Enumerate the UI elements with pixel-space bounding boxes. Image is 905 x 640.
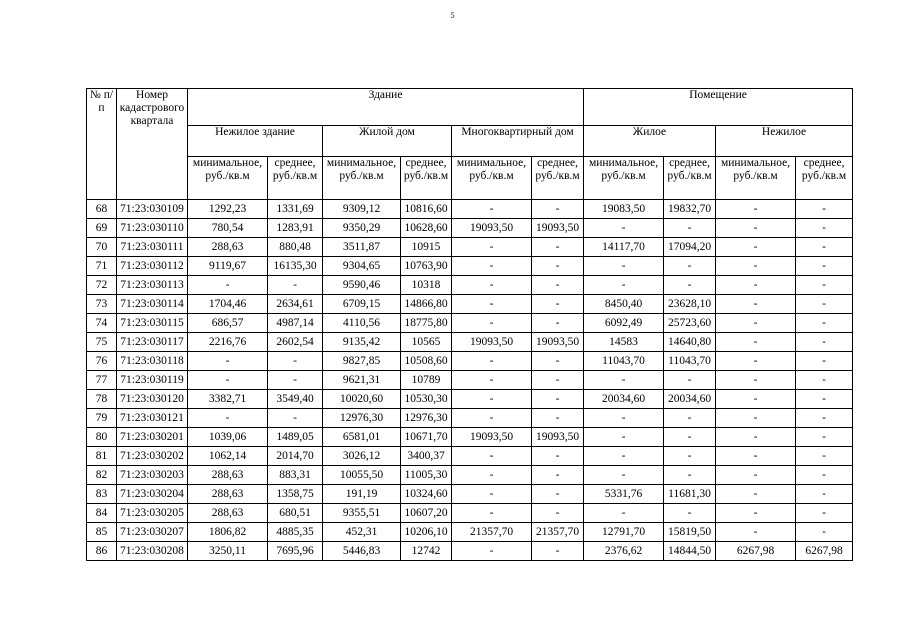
value-cell: - (796, 466, 853, 485)
value-cell: 12976,30 (323, 409, 401, 428)
value-cell: - (584, 447, 664, 466)
row-number: 77 (87, 371, 117, 390)
value-cell: - (796, 257, 853, 276)
value-cell: - (796, 523, 853, 542)
value-cell: 9827,85 (323, 352, 401, 371)
value-cell: 1331,69 (268, 200, 323, 219)
value-cell: - (716, 295, 796, 314)
value-cell: - (268, 276, 323, 295)
value-cell: 19093,50 (532, 219, 584, 238)
value-cell: 23628,10 (664, 295, 716, 314)
value-cell: 3511,87 (323, 238, 401, 257)
value-cell: - (796, 276, 853, 295)
value-cell: 191,19 (323, 485, 401, 504)
value-cell: 10671,70 (401, 428, 452, 447)
cadastral-quarter: 71:23:030120 (117, 390, 188, 409)
value-cell: 3026,12 (323, 447, 401, 466)
row-number: 85 (87, 523, 117, 542)
value-cell: - (796, 200, 853, 219)
value-cell: - (796, 352, 853, 371)
header-nonresidential-building: Нежилое здание (188, 126, 323, 157)
value-cell: 6092,49 (584, 314, 664, 333)
cadastral-quarter: 71:23:030201 (117, 428, 188, 447)
value-cell: - (796, 428, 853, 447)
value-cell: - (452, 238, 532, 257)
value-cell: - (796, 295, 853, 314)
header-avg: среднее, руб./кв.м (268, 157, 323, 200)
value-cell: 14866,80 (401, 295, 452, 314)
value-cell: - (188, 352, 268, 371)
value-cell: 14583 (584, 333, 664, 352)
value-cell: - (532, 200, 584, 219)
cadastral-quarter: 71:23:030117 (117, 333, 188, 352)
value-cell: - (584, 276, 664, 295)
value-cell: 288,63 (188, 238, 268, 257)
cadastral-value-table (86, 88, 853, 561)
value-cell: 15819,50 (664, 523, 716, 542)
value-cell: 3549,40 (268, 390, 323, 409)
row-number: 82 (87, 466, 117, 485)
row-number: 71 (87, 257, 117, 276)
value-cell: 19093,50 (452, 333, 532, 352)
header-avg: среднее, руб./кв.м (664, 157, 716, 200)
value-cell: 3382,71 (188, 390, 268, 409)
table-row (87, 257, 853, 276)
value-cell: - (584, 371, 664, 390)
value-cell: - (716, 428, 796, 447)
value-cell: 9590,46 (323, 276, 401, 295)
row-number: 75 (87, 333, 117, 352)
value-cell: 20034,60 (584, 390, 664, 409)
value-cell: 17094,20 (664, 238, 716, 257)
value-cell: 288,63 (188, 504, 268, 523)
header-min: минимальное, руб./кв.м (323, 157, 401, 200)
value-cell: 7695,96 (268, 542, 323, 561)
value-cell: 880,48 (268, 238, 323, 257)
value-cell: - (796, 314, 853, 333)
value-cell: - (452, 200, 532, 219)
header-min: минимальное, руб./кв.м (716, 157, 796, 200)
row-number: 84 (87, 504, 117, 523)
value-cell: 2602,54 (268, 333, 323, 352)
value-cell: - (532, 371, 584, 390)
value-cell: 1062,14 (188, 447, 268, 466)
value-cell: - (796, 504, 853, 523)
cadastral-quarter: 71:23:030112 (117, 257, 188, 276)
value-cell: - (796, 485, 853, 504)
value-cell: 10789 (401, 371, 452, 390)
value-cell: - (452, 371, 532, 390)
value-cell: - (532, 504, 584, 523)
table-row (87, 200, 853, 219)
value-cell: 6267,98 (796, 542, 853, 561)
value-cell: 4885,35 (268, 523, 323, 542)
value-cell: 4110,56 (323, 314, 401, 333)
value-cell: 288,63 (188, 485, 268, 504)
value-cell: - (268, 371, 323, 390)
row-number: 70 (87, 238, 117, 257)
value-cell: 19093,50 (452, 219, 532, 238)
value-cell: 14640,80 (664, 333, 716, 352)
value-cell: - (664, 276, 716, 295)
value-cell: 3400,37 (401, 447, 452, 466)
value-cell: 18775,80 (401, 314, 452, 333)
value-cell: 1489,05 (268, 428, 323, 447)
value-cell: 3250,11 (188, 542, 268, 561)
value-cell: - (716, 485, 796, 504)
row-number: 79 (87, 409, 117, 428)
row-number: 68 (87, 200, 117, 219)
value-cell: - (796, 409, 853, 428)
value-cell: - (268, 409, 323, 428)
value-cell: 10020,60 (323, 390, 401, 409)
value-cell: - (452, 314, 532, 333)
header-apartment-building: Многоквартирный дом (452, 126, 584, 157)
value-cell: 1283,91 (268, 219, 323, 238)
value-cell: 8450,40 (584, 295, 664, 314)
value-cell: - (188, 276, 268, 295)
value-cell: 680,51 (268, 504, 323, 523)
header-residential-premises: Жилое (584, 126, 716, 157)
table-row (87, 314, 853, 333)
table-row (87, 295, 853, 314)
header-min: минимальное, руб./кв.м (452, 157, 532, 200)
value-cell: - (584, 219, 664, 238)
value-cell: 9355,51 (323, 504, 401, 523)
value-cell: - (664, 504, 716, 523)
table-row (87, 428, 853, 447)
value-cell: 16135,30 (268, 257, 323, 276)
value-cell: 9135,42 (323, 333, 401, 352)
value-cell: - (796, 238, 853, 257)
value-cell: - (532, 295, 584, 314)
value-cell: 10763,90 (401, 257, 452, 276)
cadastral-quarter: 71:23:030202 (117, 447, 188, 466)
table-row (87, 371, 853, 390)
value-cell: 11681,30 (664, 485, 716, 504)
value-cell: - (188, 409, 268, 428)
value-cell: - (716, 504, 796, 523)
value-cell: - (452, 295, 532, 314)
value-cell: - (796, 447, 853, 466)
header-avg: среднее, руб./кв.м (532, 157, 584, 200)
value-cell: - (664, 447, 716, 466)
value-cell: 21357,70 (532, 523, 584, 542)
value-cell: - (796, 390, 853, 409)
value-cell: 19093,50 (532, 333, 584, 352)
cadastral-quarter: 71:23:030109 (117, 200, 188, 219)
value-cell: - (452, 447, 532, 466)
value-cell: - (532, 447, 584, 466)
value-cell: - (532, 485, 584, 504)
row-number: 86 (87, 542, 117, 561)
value-cell: - (716, 276, 796, 295)
value-cell: 5446,83 (323, 542, 401, 561)
header-min: минимальное, руб./кв.м (188, 157, 268, 200)
table-row (87, 485, 853, 504)
value-cell: - (452, 352, 532, 371)
table-row (87, 276, 853, 295)
value-cell: - (532, 352, 584, 371)
table-body (87, 200, 853, 561)
table-row (87, 238, 853, 257)
row-number: 81 (87, 447, 117, 466)
value-cell: - (452, 542, 532, 561)
value-cell: - (532, 276, 584, 295)
value-cell: - (452, 409, 532, 428)
value-cell: 9119,67 (188, 257, 268, 276)
value-cell: 14117,70 (584, 238, 664, 257)
value-cell: - (452, 390, 532, 409)
value-cell: - (532, 466, 584, 485)
value-cell: 10508,60 (401, 352, 452, 371)
header-residential-house: Жилой дом (323, 126, 452, 157)
row-number: 80 (87, 428, 117, 447)
value-cell: 10915 (401, 238, 452, 257)
cadastral-quarter: 71:23:030208 (117, 542, 188, 561)
value-cell: - (796, 371, 853, 390)
value-cell: - (532, 409, 584, 428)
value-cell: 9309,12 (323, 200, 401, 219)
value-cell: 2376,62 (584, 542, 664, 561)
header-premises: Помещение (584, 89, 853, 126)
table-row (87, 466, 853, 485)
value-cell: 10816,60 (401, 200, 452, 219)
value-cell: - (584, 466, 664, 485)
value-cell: 452,31 (323, 523, 401, 542)
value-cell: 10565 (401, 333, 452, 352)
value-cell: 19083,50 (584, 200, 664, 219)
value-cell: - (268, 352, 323, 371)
value-cell: - (584, 409, 664, 428)
row-number: 83 (87, 485, 117, 504)
value-cell: 10055,50 (323, 466, 401, 485)
value-cell: - (716, 352, 796, 371)
table-row (87, 352, 853, 371)
value-cell: - (796, 333, 853, 352)
value-cell: - (716, 447, 796, 466)
row-number: 76 (87, 352, 117, 371)
value-cell: - (664, 257, 716, 276)
value-cell: 10206,10 (401, 523, 452, 542)
table-row (87, 542, 853, 561)
value-cell: - (532, 314, 584, 333)
value-cell: 9350,29 (323, 219, 401, 238)
table-row (87, 333, 853, 352)
page-number: 5 (450, 11, 455, 20)
value-cell: 1358,75 (268, 485, 323, 504)
value-cell: 780,54 (188, 219, 268, 238)
table-row (87, 504, 853, 523)
value-cell: 19093,50 (452, 428, 532, 447)
value-cell: - (452, 276, 532, 295)
value-cell: 6709,15 (323, 295, 401, 314)
value-cell: - (716, 257, 796, 276)
value-cell: 288,63 (188, 466, 268, 485)
cadastral-quarter: 71:23:030121 (117, 409, 188, 428)
value-cell: 686,57 (188, 314, 268, 333)
value-cell: 12791,70 (584, 523, 664, 542)
value-cell: - (664, 371, 716, 390)
header-number: № п/п (87, 89, 117, 200)
value-cell: - (716, 523, 796, 542)
value-cell: - (716, 466, 796, 485)
value-cell: - (452, 257, 532, 276)
value-cell: - (188, 371, 268, 390)
table-row (87, 523, 853, 542)
value-cell: - (584, 257, 664, 276)
value-cell: 2216,76 (188, 333, 268, 352)
value-cell: 1292,23 (188, 200, 268, 219)
header-avg: среднее, руб./кв.м (796, 157, 853, 200)
value-cell: 25723,60 (664, 314, 716, 333)
value-cell: - (716, 219, 796, 238)
value-cell: - (532, 238, 584, 257)
value-cell: - (584, 504, 664, 523)
value-cell: 5331,76 (584, 485, 664, 504)
value-cell: 883,31 (268, 466, 323, 485)
value-cell: 6267,98 (716, 542, 796, 561)
cadastral-quarter: 71:23:030115 (117, 314, 188, 333)
value-cell: - (664, 428, 716, 447)
value-cell: - (664, 466, 716, 485)
cadastral-quarter: 71:23:030205 (117, 504, 188, 523)
row-number: 78 (87, 390, 117, 409)
header-cadastral-quarter: Номер кадастрового квартала (117, 89, 188, 200)
value-cell: 19093,50 (532, 428, 584, 447)
value-cell: - (452, 485, 532, 504)
header-building: Здание (188, 89, 584, 126)
header-min: минимальное, руб./кв.м (584, 157, 664, 200)
value-cell: 9621,31 (323, 371, 401, 390)
header-avg: среднее, руб./кв.м (401, 157, 452, 200)
value-cell: - (716, 238, 796, 257)
value-cell: 2014,70 (268, 447, 323, 466)
cadastral-quarter: 71:23:030207 (117, 523, 188, 542)
value-cell: 6581,01 (323, 428, 401, 447)
table-row (87, 219, 853, 238)
cadastral-quarter: 71:23:030118 (117, 352, 188, 371)
value-cell: 1704,46 (188, 295, 268, 314)
value-cell: 20034,60 (664, 390, 716, 409)
value-cell: 4987,14 (268, 314, 323, 333)
header-nonresidential-premises: Нежилое (716, 126, 853, 157)
value-cell: - (452, 504, 532, 523)
table-row (87, 409, 853, 428)
value-cell: 21357,70 (452, 523, 532, 542)
value-cell: - (716, 390, 796, 409)
value-cell: 11043,70 (584, 352, 664, 371)
value-cell: 9304,65 (323, 257, 401, 276)
value-cell: 19832,70 (664, 200, 716, 219)
value-cell: - (796, 219, 853, 238)
value-cell: 10324,60 (401, 485, 452, 504)
value-cell: 11005,30 (401, 466, 452, 485)
value-cell: 14844,50 (664, 542, 716, 561)
cadastral-quarter: 71:23:030204 (117, 485, 188, 504)
value-cell: 2634,61 (268, 295, 323, 314)
cadastral-quarter: 71:23:030119 (117, 371, 188, 390)
value-cell: 1039,06 (188, 428, 268, 447)
value-cell: 12742 (401, 542, 452, 561)
value-cell: 10628,60 (401, 219, 452, 238)
value-cell: 10530,30 (401, 390, 452, 409)
value-cell: 11043,70 (664, 352, 716, 371)
value-cell: - (716, 314, 796, 333)
value-cell: - (452, 466, 532, 485)
value-cell: - (664, 409, 716, 428)
table-row (87, 390, 853, 409)
table-row (87, 447, 853, 466)
cadastral-quarter: 71:23:030110 (117, 219, 188, 238)
value-cell: - (584, 428, 664, 447)
value-cell: - (532, 390, 584, 409)
value-cell: 10607,20 (401, 504, 452, 523)
value-cell: - (716, 371, 796, 390)
cadastral-quarter: 71:23:030114 (117, 295, 188, 314)
value-cell: - (716, 409, 796, 428)
cadastral-quarter: 71:23:030113 (117, 276, 188, 295)
value-cell: 12976,30 (401, 409, 452, 428)
cadastral-quarter: 71:23:030203 (117, 466, 188, 485)
value-cell: 10318 (401, 276, 452, 295)
row-number: 74 (87, 314, 117, 333)
row-number: 72 (87, 276, 117, 295)
value-cell: - (532, 542, 584, 561)
value-cell: - (664, 219, 716, 238)
row-number: 73 (87, 295, 117, 314)
value-cell: - (532, 257, 584, 276)
cadastral-quarter: 71:23:030111 (117, 238, 188, 257)
value-cell: - (716, 200, 796, 219)
value-cell: - (716, 333, 796, 352)
row-number: 69 (87, 219, 117, 238)
value-cell: 1806,82 (188, 523, 268, 542)
